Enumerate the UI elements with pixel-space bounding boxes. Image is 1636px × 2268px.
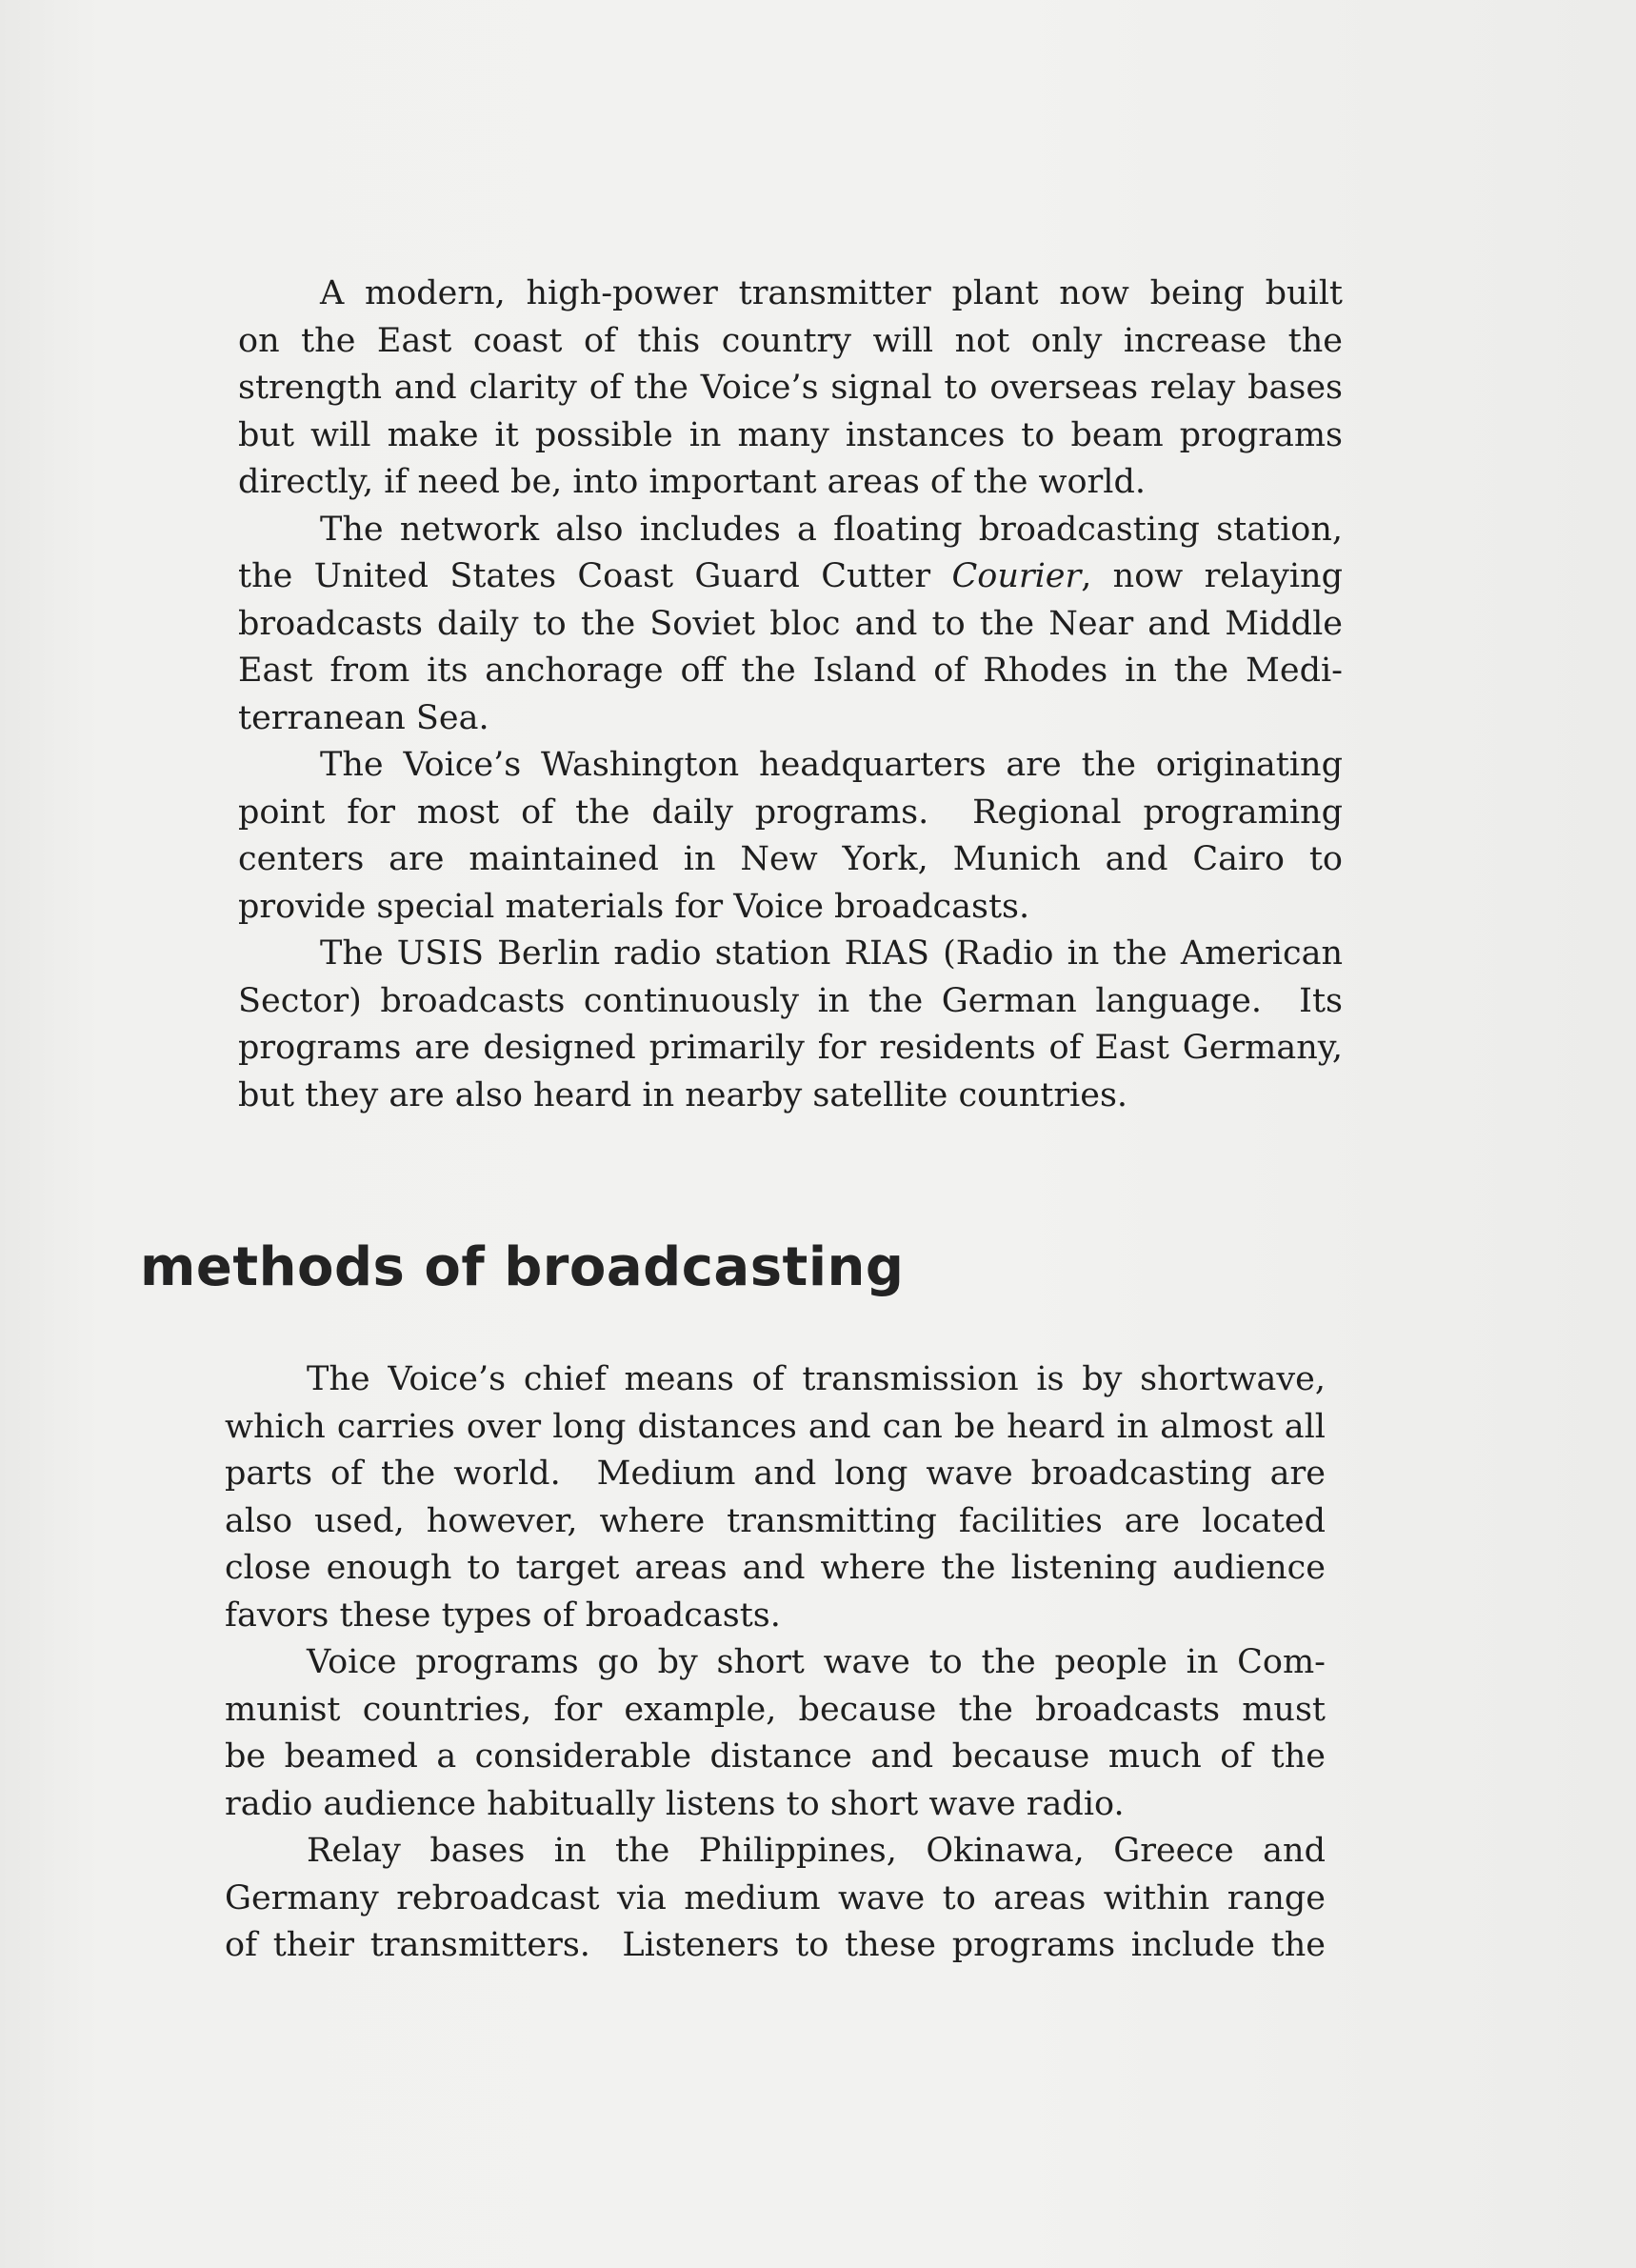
- text-line: The Voice’s chief means of transmission is by shortwave,: [307, 1360, 1326, 1398]
- text-line: on the East coast of this country will not only increase the: [238, 321, 1343, 360]
- text-line: point for most of the daily programs. Regional programing: [238, 793, 1343, 832]
- methods-text-block: [225, 1356, 1326, 1970]
- text-line: be beamed a considerable distance and because much of the: [225, 1737, 1326, 1776]
- text-segment: , now relaying: [1081, 557, 1343, 595]
- text-segment: the United States Coast Guard Cutter: [238, 557, 952, 595]
- text-line: terranean Sea.: [238, 698, 489, 737]
- text-line: Voice programs go by short wave to the people in Com-: [307, 1643, 1326, 1681]
- text-line: The USIS Berlin radio station RIAS (Radio in the American: [320, 934, 1343, 973]
- text-line: A modern, high-power transmitter plant now being built: [320, 274, 1343, 312]
- text-line: but will make it possible in many instances to beam programs: [238, 415, 1343, 454]
- text-line: of their transmitters. Listeners to these programs include the: [225, 1926, 1326, 1964]
- text-line: munist countries, for example, because the broadcasts must: [225, 1690, 1326, 1729]
- text-line-with-italic: [238, 553, 1343, 601]
- ship-name-italic: Courier: [951, 557, 1082, 595]
- text-line: Germany rebroadcast via medium wave to areas within range: [225, 1878, 1326, 1917]
- text-line: directly, if need be, into important areas of the world.: [238, 463, 1147, 501]
- text-line: The Voice’s Washington headquarters are the originating: [320, 746, 1343, 784]
- section-heading: methods of broadcasting: [140, 1236, 905, 1298]
- text-line: strength and clarity of the Voice’s signal to overseas relay bases: [238, 369, 1343, 407]
- text-line: also used, however, where transmitting facilities are located: [225, 1501, 1326, 1540]
- text-line: close enough to target areas and where the listening audience: [225, 1549, 1326, 1587]
- text-line: parts of the world. Medium and long wave broadcasting are: [225, 1455, 1326, 1493]
- text-line: favors these types of broadcasts.: [225, 1596, 781, 1635]
- text-line: radio audience habitually listens to short wave radio.: [225, 1784, 1125, 1823]
- text-line: centers are maintained in New York, Munich and Cairo to: [238, 840, 1343, 878]
- text-line: Sector) broadcasts continuously in the German language. Its: [238, 981, 1343, 1020]
- text-line: which carries over long distances and can be heard in almost all: [225, 1407, 1326, 1446]
- text-line: The network also includes a floating broadcasting station,: [320, 510, 1343, 549]
- text-line: broadcasts daily to the Soviet bloc and to the Near and Middle: [238, 604, 1343, 643]
- intro-text-block: [238, 271, 1343, 1119]
- text-line: East from its anchorage off the Island of Rhodes in the Medi-: [238, 652, 1343, 690]
- text-line: but they are also heard in nearby satellite countries.: [238, 1075, 1128, 1114]
- text-line: programs are designed primarily for residents of East Germany,: [238, 1029, 1343, 1067]
- text-line: Relay bases in the Philippines, Okinawa, Greece and: [307, 1832, 1326, 1870]
- text-line: provide special materials for Voice broadcasts.: [238, 887, 1030, 926]
